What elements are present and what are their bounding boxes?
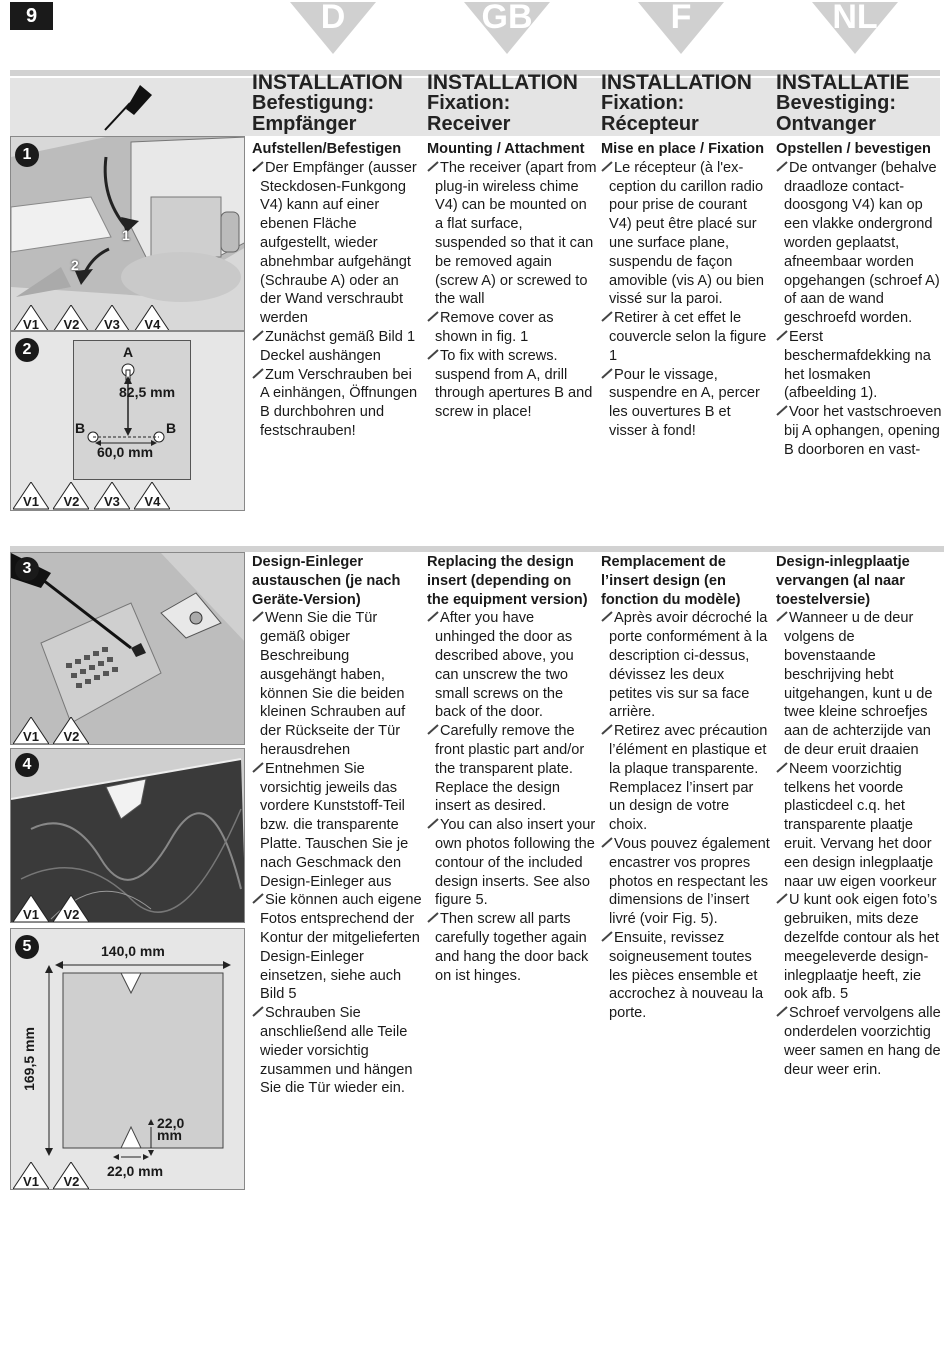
pencil-icon <box>601 929 614 941</box>
language-label: NL <box>832 0 878 36</box>
heading: Fixation: <box>427 92 511 114</box>
instruction: Eerst beschermafdekking na het losmaken (afbeelding 1). <box>776 328 946 403</box>
instruction: You can also insert your own photos following the contour of the included design inserts. See also figure 5. <box>427 816 597 910</box>
instruction: Schroef vervolgens alle onderdelen voorzichtig weer samen en hang de deur weer erin. <box>776 1004 946 1079</box>
version-badge: V2 <box>53 305 89 331</box>
page-number: 9 <box>10 2 53 30</box>
pencil-icon <box>776 1004 789 1016</box>
column-heading-de <box>252 72 422 135</box>
step-arrow-label: 2 <box>71 257 79 273</box>
dimension-small-horizontal: 22,0 mm <box>107 1163 164 1179</box>
pencil-icon <box>601 309 614 321</box>
instruction: Der Empfänger (ausser Steckdosen-Funkgong V4) kann auf einer ebenen Fläche aufgestellt, wieder abnehmbar aufgehängt (Schraube A) oder an der Wand verschraubt werden <box>252 159 422 328</box>
instruction: After you have unhinged the door as described above, you can unscrew the two small screws on the back of the door. <box>427 609 597 722</box>
figure-1 <box>10 136 245 331</box>
instruction: Sie können auch eigene Fotos entsprechend der Kontur der mitgelieferten Design-Einleger einsetzen, siehe auch Bild 5 <box>252 891 422 1004</box>
instruction: Zunächst gemäß Bild 1 Deckel aushängen <box>252 328 422 366</box>
label-b-right: B <box>166 420 177 436</box>
version-badge: V1 <box>13 1162 49 1190</box>
subheading: Aufstellen/Befestigen <box>252 141 402 157</box>
text-column-de <box>252 140 422 441</box>
version-badge: V3 <box>94 305 130 331</box>
instruction: Remove cover as shown in fig. 1 <box>427 309 597 347</box>
heading: Empfänger <box>252 113 357 135</box>
pencil-icon <box>427 159 440 171</box>
pencil-icon <box>776 891 789 903</box>
dimension-vertical: 82,5 mm <box>119 384 176 400</box>
pencil-icon <box>601 722 614 734</box>
figure-2 <box>10 331 245 511</box>
heading: Fixation: <box>601 92 685 114</box>
instruction: Retirer à cet effet le couvercle selon la figure 1 <box>601 309 771 365</box>
pencil-icon <box>776 159 789 171</box>
figure-number-badge: 4 <box>15 753 39 777</box>
version-badge: V1 <box>13 717 49 745</box>
instruction: Schrauben Sie anschließend alle Teile wieder vorsichtig zusammen und hängen Sie die Tür wieder ein. <box>252 1004 422 1098</box>
subheading: Design-Einleger austauschen (je nach Geräte-Version) <box>252 554 401 608</box>
figure-number-badge: 3 <box>15 557 39 581</box>
heading: Bevestiging: <box>776 92 897 114</box>
version-row <box>13 305 170 331</box>
instruction: U kunt ook eigen foto’s gebruiken, mits deze dezelfde contour als het meegeleverde design-inlegplaatje heeft, zie ook afb. 5 <box>776 891 946 1004</box>
version-row <box>13 717 89 745</box>
pencil-icon <box>427 309 440 321</box>
instruction: Voor het vastschroeven bij A ophangen, opening B doorboren en vast- <box>776 403 946 459</box>
column-heading-nl <box>776 72 946 135</box>
column-heading-gb <box>427 72 597 135</box>
instruction: To fix with screws. suspend from A, drill through apertures B and screw in place! <box>427 347 597 422</box>
pencil-icon <box>252 366 265 378</box>
language-tab-f <box>638 2 724 54</box>
version-row <box>13 482 170 510</box>
text-column-fr-2 <box>601 553 771 1023</box>
instruction: Vous pouvez également encastrer vos propres photos en respectant les dimensions de l’insert livré (voir Fig. 5). <box>601 835 771 929</box>
subheading: Remplacement de l’insert design (en fonction du modèle) <box>601 554 741 608</box>
pencil-icon <box>427 347 440 359</box>
pencil-icon <box>776 760 789 772</box>
heading: INSTALLATIE <box>776 71 910 94</box>
pencil-icon <box>427 910 440 922</box>
subheading: Replacing the design insert (depending on the equipment version) <box>427 554 588 608</box>
instruction: Wenn Sie die Tür gemäß obiger Beschreibung ausgehängt haben, können Sie die beiden kleinen Schrauben auf der Rückseite der Tür herausdrehen <box>252 609 422 759</box>
version-badge: V3 <box>94 482 130 510</box>
heading: INSTALLATION <box>252 71 403 94</box>
text-column-fr <box>601 140 771 441</box>
version-badge: V2 <box>53 895 89 923</box>
dimension-height: 169,5 mm <box>20 1027 37 1091</box>
pencil-icon <box>776 328 789 340</box>
figure-4 <box>10 748 245 923</box>
heading: Récepteur <box>601 113 699 135</box>
figure-number-badge: 2 <box>15 338 39 362</box>
figure-number-badge: 1 <box>15 143 39 167</box>
dimension-small-vertical: 22,0 mm <box>157 1115 185 1143</box>
label-b-left: B <box>75 420 86 436</box>
instruction: Wanneer u de deur volgens de bovenstaande beschrijving hebt uitgehangen, kunt u de twee kleine schroefjes aan de achterzijde van de deur eruit draaien <box>776 609 946 759</box>
language-label: GB <box>481 0 533 36</box>
language-label: F <box>670 0 692 36</box>
heading: Befestigung: <box>252 92 375 114</box>
instruction: Neem voorzichtig telkens het voorde plasticdeel c.q. het transparente plaatje eruit. Vervang het door een design inlegplaatje naar uw eigen voorkeur <box>776 760 946 892</box>
subheading: Mise en place / Fixation <box>601 141 765 157</box>
version-badge: V2 <box>53 717 89 745</box>
pencil-icon <box>252 1004 265 1016</box>
label-a: A <box>123 344 134 360</box>
figure-number-badge: 5 <box>15 935 39 959</box>
instruction: Après avoir décroché la porte conformément à la description ci-dessus, dévissez les deux petites vis sur sa face arrière. <box>601 609 771 722</box>
version-badge: V1 <box>13 305 49 331</box>
pencil-icon <box>601 609 614 621</box>
instruction: Retirez avec précaution l’élément en plastique et la plaque transparente. Remplacez l’insert par un design de votre choix. <box>601 722 771 835</box>
pencil-icon <box>776 609 789 621</box>
pencil-icon <box>427 722 440 734</box>
pencil-icon <box>427 609 440 621</box>
subheading: Mounting / Attachment <box>427 141 585 157</box>
language-label: D <box>320 0 346 36</box>
instruction: De ontvanger (behalve draadloze contact-doosgong V4) kan op een vlakke ondergrond worden geplaatst, afneembaar worden opgehangen (schroef A) of aan de wand geschroefd worden. <box>776 159 946 328</box>
version-badge: V4 <box>134 305 170 331</box>
instruction: Pour le vissage, suspendre en A, percer les ouvertures B et visser à fond! <box>601 366 771 441</box>
text-column-nl <box>776 140 946 460</box>
language-tab-d <box>290 2 376 54</box>
pencil-icon <box>252 609 265 621</box>
step-arrow-label: 1 <box>122 227 130 243</box>
pencil-icon <box>252 159 265 171</box>
instruction: Zum Verschrauben bei A einhängen, Öffnungen B durchbohren und festschrauben! <box>252 366 422 441</box>
figure-3 <box>10 552 245 745</box>
heading: INSTALLATION <box>427 71 578 94</box>
column-heading-fr <box>601 72 771 135</box>
text-column-de-2 <box>252 553 422 1098</box>
insert-dimension-diagram <box>11 929 245 1190</box>
pencil-icon <box>252 891 265 903</box>
pencil-icon <box>776 403 789 415</box>
version-badge: V2 <box>53 1162 89 1190</box>
version-row <box>13 895 89 923</box>
heading: Receiver <box>427 113 511 135</box>
pencil-icon <box>252 760 265 772</box>
instruction: The receiver (apart from plug-in wireless chime V4) can be mounted on a flat surface, suspended so that it can be removed again (screw A) or screwed to the wall <box>427 159 597 309</box>
version-row <box>13 1162 89 1190</box>
instruction: Carefully remove the front plastic part and/or the transparent plate. Replace the design insert as desired. <box>427 722 597 816</box>
version-badge: V1 <box>13 895 49 923</box>
instruction: Entnehmen Sie vorsichtig jeweils das vordere Kunststoff-Teil bzw. die transparente Platte. Tauschen Sie je nach Geschmack den Design-Einleger aus <box>252 760 422 892</box>
version-badge: V4 <box>134 482 170 510</box>
pencil-icon <box>601 159 614 171</box>
pencil-icon <box>601 835 614 847</box>
text-column-gb-2 <box>427 553 597 985</box>
version-badge: V1 <box>13 482 49 510</box>
subheading: Opstellen / bevestigen <box>776 141 931 157</box>
text-column-nl-2 <box>776 553 946 1079</box>
instruction: Ensuite, revissez soigneusement toutes les pièces ensemble et accrochez à nouveau la porte. <box>601 929 771 1023</box>
pencil-icon <box>601 366 614 378</box>
text-column-gb <box>427 140 597 422</box>
instruction: Then screw all parts carefully together again and hang the door back on ist hinges. <box>427 910 597 985</box>
figure-5 <box>10 928 245 1190</box>
instruction: Le récepteur (à l'ex-ception du carillon radio pour prise de courant V4) peut être placé sur une surface plane, suspendu de façon amovible (vis A) ou bien vissé sur la paroi. <box>601 159 771 309</box>
language-tab-gb <box>464 2 550 54</box>
heading: Ontvanger <box>776 113 877 135</box>
screwdriver-icon <box>100 75 160 135</box>
dimension-width: 140,0 mm <box>101 943 165 959</box>
version-badge: V2 <box>53 482 89 510</box>
language-tab-nl <box>812 2 898 54</box>
pencil-icon <box>427 816 440 828</box>
dimension-horizontal: 60,0 mm <box>97 444 154 460</box>
pencil-icon <box>252 328 265 340</box>
heading: INSTALLATION <box>601 71 752 94</box>
subheading: Design-inlegplaatje vervangen (al naar toestelversie) <box>776 554 910 608</box>
